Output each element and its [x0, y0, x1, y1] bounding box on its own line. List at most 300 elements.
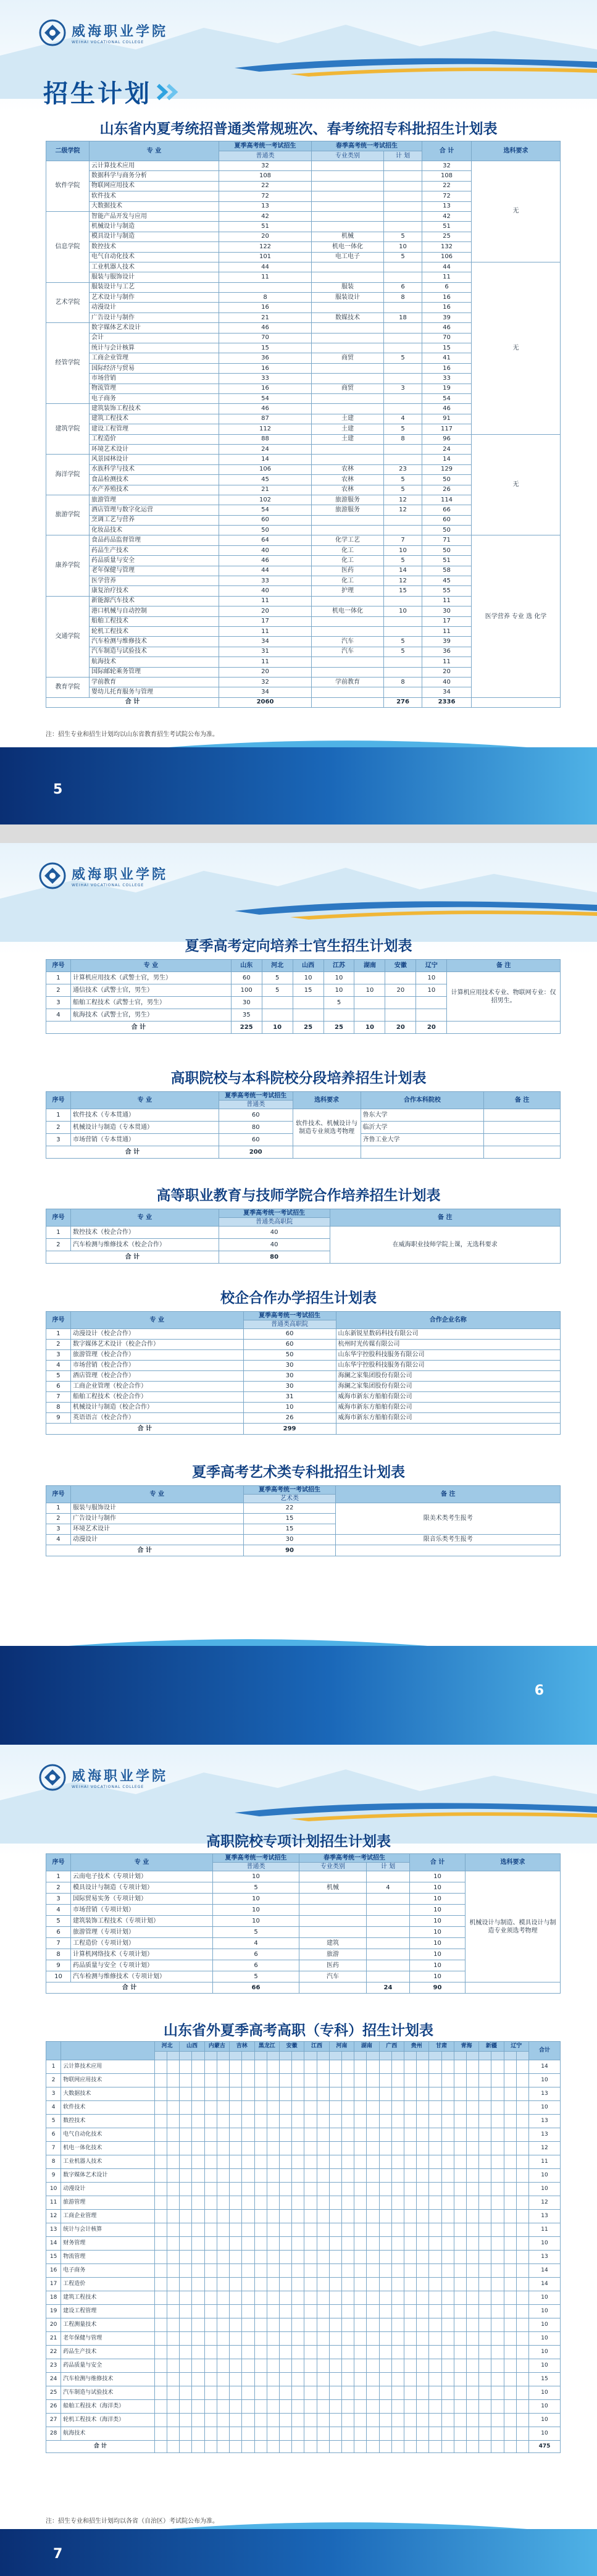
table-cell [391, 2169, 404, 2183]
table-cell: 机械 [312, 232, 384, 241]
table-cell: 15 [46, 2251, 61, 2264]
table-cell: 3 [46, 1350, 71, 1361]
col-subheader: 普通类高职院 [219, 1218, 330, 1227]
table-cell: 10 [416, 984, 447, 997]
table-cell: 5 [384, 637, 422, 647]
table-cell [217, 2060, 229, 2074]
table-cell: 机械设计与制造（专本贯通） [70, 1122, 219, 1134]
table-cell [384, 404, 422, 414]
table-cell: 10 [528, 2318, 560, 2332]
table-cell [304, 2142, 317, 2155]
table-cell [292, 2373, 304, 2386]
table-cell [254, 2052, 267, 2060]
table-cell [441, 2291, 454, 2305]
table-cell [217, 2223, 229, 2237]
table-cell [267, 2223, 279, 2237]
table-cell [384, 303, 422, 313]
table-cell [417, 2414, 429, 2427]
table-cell [417, 2427, 429, 2441]
table-cell: 10 [410, 1938, 465, 1949]
table-cell [504, 2169, 516, 2183]
table-cell [317, 2346, 329, 2359]
table-row [46, 1535, 561, 1545]
province-header: 吉林 [230, 2042, 254, 2052]
table-row [46, 2318, 561, 2332]
table-cell: 医药 [312, 566, 384, 576]
table-cell: 旅游管理（校企合作） [70, 1350, 243, 1361]
table-cell: 工商企业管理（校企合作） [70, 1382, 243, 1392]
company-cell: 威海市新东方船舶有限公司 [336, 1392, 560, 1403]
table-cell: 10 [384, 545, 422, 555]
table-cell [454, 2373, 466, 2386]
province-header: 黑龙江 [254, 2042, 279, 2052]
table-cell [167, 2087, 180, 2101]
table-cell [324, 1009, 354, 1022]
table-cell [217, 2278, 229, 2291]
table-cell: 5 [213, 1882, 299, 1894]
table-row [46, 1361, 561, 1371]
table-cell [242, 2291, 254, 2305]
table-cell [204, 2359, 217, 2373]
table-cell [242, 2087, 254, 2101]
table-cell [180, 2386, 192, 2400]
table-cell [516, 2414, 528, 2427]
table-cell: 5 [384, 232, 422, 241]
table-cell [341, 2291, 354, 2305]
table-cell [516, 2128, 528, 2142]
table-cell [391, 2346, 404, 2359]
table-cell [329, 2223, 341, 2237]
table-cell [180, 2278, 192, 2291]
table-row [46, 2101, 561, 2115]
total-row [46, 1424, 561, 1435]
province-header: 甘肃 [429, 2042, 454, 2052]
major-cell: 智能产品开发与应用 [90, 211, 219, 221]
table-cell: 60 [243, 1329, 336, 1340]
col-header: 选科要求 [293, 1092, 361, 1109]
table-cell: 机电一体化技术 [61, 2142, 155, 2155]
table-row [46, 2386, 561, 2400]
table-cell [354, 972, 385, 984]
table-cell [154, 2414, 167, 2427]
table-cell: 13 [422, 201, 472, 211]
table-cell [429, 2074, 441, 2087]
table-cell [384, 455, 422, 464]
table-cell [429, 2101, 441, 2115]
table-cell [304, 2359, 317, 2373]
table-cell [154, 2251, 167, 2264]
table-cell: 33 [422, 374, 472, 384]
table-cell [154, 2305, 167, 2318]
table-cell: 12 [384, 505, 422, 515]
table-cell [466, 2251, 478, 2264]
table-cell: 服装 [312, 282, 384, 292]
table-cell [391, 2332, 404, 2346]
table-cell [466, 2210, 478, 2223]
requirement-cell: 机械设计与制造、模具设计与制造专业须选考物理 [465, 1871, 561, 1982]
table-cell: 11 [219, 657, 312, 667]
table-cell [367, 2142, 379, 2155]
table-cell [192, 2115, 204, 2128]
table-row [46, 972, 561, 984]
table-cell [516, 2183, 528, 2196]
table-cell [230, 2305, 242, 2318]
table-cell [504, 2278, 516, 2291]
table-cell [204, 2169, 217, 2183]
department-cell: 康养学院 [46, 535, 90, 596]
table-cell [180, 2115, 192, 2128]
table-cell [217, 2128, 229, 2142]
table-cell [204, 2373, 217, 2386]
table-cell [154, 2052, 167, 2060]
table-cell [354, 2183, 367, 2196]
company-cell: 杭州时光传媒有限公司 [336, 1340, 560, 1350]
table-cell [516, 2101, 528, 2115]
table-cell: 22 [46, 2346, 61, 2359]
table-cell: 8 [384, 293, 422, 303]
table-cell: 15 [243, 1514, 336, 1524]
table-cell [279, 2237, 291, 2251]
table-cell [312, 596, 384, 606]
table-cell [466, 2115, 478, 2128]
table-cell [292, 2128, 304, 2142]
table-row [46, 2169, 561, 2183]
table-cell [385, 997, 416, 1009]
table-cell [384, 201, 422, 211]
table-cell [254, 2278, 267, 2291]
table-cell [341, 2128, 354, 2142]
table-cell [267, 2183, 279, 2196]
table-cell [504, 2223, 516, 2237]
table-cell [454, 2251, 466, 2264]
table-cell: 10 [528, 2414, 560, 2427]
table-cell [429, 2183, 441, 2196]
table-cell [417, 2101, 429, 2115]
table-cell [441, 2115, 454, 2128]
table-cell: 13 [528, 2251, 560, 2264]
table-cell: 8 [384, 434, 422, 444]
table-cell [384, 191, 422, 201]
table-cell [304, 2115, 317, 2128]
major-cell: 电子商务 [90, 393, 219, 403]
table-cell [384, 363, 422, 373]
table-cell [454, 2278, 466, 2291]
table-cell [329, 2183, 341, 2196]
table-cell [180, 2291, 192, 2305]
table-cell [167, 2386, 180, 2400]
table-cell [304, 2400, 317, 2414]
table-cell [466, 2155, 478, 2169]
table-title: 高等职业教育与技师学院合作培养招生计划表 [156, 1188, 441, 1204]
table-cell [466, 2291, 478, 2305]
table-cell [441, 2427, 454, 2441]
table-cell [454, 2052, 466, 2060]
table-cell: 17 [219, 616, 312, 626]
table-cell [167, 2052, 180, 2060]
table-cell [466, 2400, 478, 2414]
table-cell [491, 2060, 504, 2074]
table-cell [242, 2251, 254, 2264]
table-cell [354, 2386, 367, 2400]
table-cell: 5 [46, 1916, 71, 1927]
table-cell: 土建 [312, 424, 384, 434]
table-cell [479, 2169, 491, 2183]
table-cell [491, 2169, 504, 2183]
table-cell: 10 [243, 1403, 336, 1413]
table-cell: 轮机工程技术（海洋类） [61, 2414, 155, 2427]
table-cell: 90 [410, 1982, 465, 1994]
table-cell [391, 2278, 404, 2291]
nco-table [46, 959, 561, 1034]
table-cell: 11 [422, 626, 472, 636]
table-cell: 51 [422, 556, 472, 566]
table-cell [367, 2223, 379, 2237]
table-cell [317, 2400, 329, 2414]
table-cell: 5 [384, 424, 422, 434]
table-cell: 5 [384, 556, 422, 566]
table-cell [312, 687, 384, 697]
table-cell [254, 2223, 267, 2237]
table-cell [391, 2115, 404, 2128]
table-cell: 22 [243, 1503, 336, 1514]
partner-cell: 鲁东大学 [361, 1109, 484, 1122]
table-cell [466, 2142, 478, 2155]
table-cell [167, 2237, 180, 2251]
table-cell: 276 [384, 697, 422, 707]
table-cell [454, 2414, 466, 2427]
table-cell [361, 1146, 484, 1159]
major-cell: 环境艺术设计 [90, 444, 219, 454]
table-cell: 5 [384, 647, 422, 657]
table-cell [312, 323, 384, 333]
table-cell: 30 [422, 606, 472, 616]
table-cell [204, 2060, 217, 2074]
table-cell [204, 2318, 217, 2332]
table-cell: 14 [46, 2237, 61, 2251]
table-cell [516, 2332, 528, 2346]
table-cell [466, 2264, 478, 2278]
table-cell [317, 2427, 329, 2441]
table-cell: 54 [422, 393, 472, 403]
table-cell [379, 2414, 391, 2427]
table-cell [404, 2291, 416, 2305]
table-cell: 软件技术 [61, 2101, 155, 2115]
table-cell [180, 2373, 192, 2386]
table-cell [167, 2346, 180, 2359]
table-cell [254, 2264, 267, 2278]
table-cell [267, 2332, 279, 2346]
page-number: 6 [534, 1683, 544, 1698]
table-cell: 1 [46, 972, 71, 984]
table-cell: 101 [219, 252, 312, 262]
table-cell: 12 [46, 2210, 61, 2223]
table-cell: 10 [528, 2291, 560, 2305]
table-cell: 数字媒体艺术设计 [61, 2169, 155, 2183]
table-cell [391, 2087, 404, 2101]
table-cell [504, 2237, 516, 2251]
major-cell: 旅游管理 [90, 495, 219, 505]
table-header-row [46, 1312, 561, 1320]
table-cell [516, 2060, 528, 2074]
table-cell [304, 2373, 317, 2386]
table-cell [466, 2169, 478, 2183]
table-cell [417, 2074, 429, 2087]
table-cell [384, 343, 422, 353]
table-cell [292, 2183, 304, 2196]
table-cell [230, 2346, 242, 2359]
college-emblem-icon [38, 1763, 67, 1792]
major-cell: 婴幼儿托育服务与管理 [90, 687, 219, 697]
table-cell [230, 2441, 242, 2453]
table-cell: 10 [354, 1022, 385, 1034]
table-cell [366, 1949, 409, 1960]
table-cell [192, 2237, 204, 2251]
table-cell [367, 2305, 379, 2318]
table-cell [267, 2060, 279, 2074]
province-header: 安徽 [279, 2042, 304, 2052]
table-row [46, 1382, 561, 1392]
major-cell: 工商企业管理 [90, 353, 219, 363]
table-cell [312, 171, 384, 181]
table-cell: 50 [243, 1350, 336, 1361]
table-cell: 72 [219, 191, 312, 201]
table-cell: 475 [528, 2441, 560, 2453]
table-cell: 5 [324, 997, 354, 1009]
major-cell: 数字媒体艺术设计 [90, 323, 219, 333]
table-cell [317, 2183, 329, 2196]
table-cell [404, 2223, 416, 2237]
table-cell: 农林 [312, 485, 384, 495]
table-cell [267, 2210, 279, 2223]
table-cell: 42 [219, 211, 312, 221]
table-cell [354, 2414, 367, 2427]
table-cell: 计算机应用技术（武警士官，男生） [70, 972, 231, 984]
province-header: 广西 [379, 2042, 404, 2052]
table-cell [379, 2427, 391, 2441]
table-cell: 10 [410, 1871, 465, 1882]
col-header: 夏季高考统一考试招生 [243, 1312, 336, 1320]
table-cell [417, 2264, 429, 2278]
table-cell [267, 2346, 279, 2359]
table-cell [504, 2318, 516, 2332]
table-cell: 4 [46, 1361, 71, 1371]
table-cell [504, 2183, 516, 2196]
table-cell: 2 [46, 2074, 61, 2087]
table-row [46, 2373, 561, 2386]
table-cell [384, 687, 422, 697]
table-cell: 122 [219, 242, 312, 252]
table-cell [230, 2264, 242, 2278]
major-cell: 水产养殖技术 [90, 485, 219, 495]
remark-cell: 计算机应用技术专业、物联网专业：仅招男生。 [447, 972, 561, 1022]
major-cell: 港口机械与自动控制 [90, 606, 219, 616]
table-cell [167, 2169, 180, 2183]
table-cell [484, 1109, 561, 1122]
table-cell: 40 [219, 1227, 330, 1239]
table-cell [267, 2373, 279, 2386]
table-cell [242, 2359, 254, 2373]
special-plan-table [46, 1853, 561, 1994]
table-cell [329, 2210, 341, 2223]
table-cell [329, 2155, 341, 2169]
table-cell [312, 374, 384, 384]
table-cell: 商贸 [312, 384, 384, 393]
table-cell [312, 211, 384, 221]
table-cell [262, 1009, 293, 1022]
table-cell [384, 444, 422, 454]
table-cell [417, 2305, 429, 2318]
table-cell [417, 2087, 429, 2101]
table-cell: 117 [422, 424, 472, 434]
table-cell [491, 2074, 504, 2087]
table-cell [217, 2441, 229, 2453]
table-cell [204, 2346, 217, 2359]
table-cell [441, 2278, 454, 2291]
table-cell [317, 2318, 329, 2332]
table-cell [367, 2414, 379, 2427]
table-cell: 14 [384, 566, 422, 576]
table-cell [299, 1894, 367, 1905]
table-cell [367, 2115, 379, 2128]
table-cell [504, 2155, 516, 2169]
table-cell: 航海技术 [61, 2427, 155, 2441]
table-cell: 12 [528, 2142, 560, 2155]
table-cell [317, 2169, 329, 2183]
table-cell [167, 2291, 180, 2305]
table-cell [312, 697, 384, 707]
company-cell: 海澜之家集团股份有限公司 [336, 1371, 560, 1382]
table-cell [404, 2318, 416, 2332]
table-cell [391, 2414, 404, 2427]
table-cell [384, 161, 422, 171]
table-cell: 大数据技术 [61, 2087, 155, 2101]
table-row [46, 2183, 561, 2196]
table-cell: 21 [46, 2332, 61, 2346]
table-cell [479, 2251, 491, 2264]
table-cell [317, 2142, 329, 2155]
table-cell [504, 2264, 516, 2278]
table-cell [454, 2074, 466, 2087]
table-cell [329, 2251, 341, 2264]
table-cell [404, 2169, 416, 2183]
major-cell: 物流管理 [90, 384, 219, 393]
college-emblem-icon [38, 19, 67, 47]
technician-table [46, 1209, 561, 1264]
table-cell [167, 2278, 180, 2291]
table-cell: 20 [219, 667, 312, 677]
table-cell [292, 2142, 304, 2155]
table-cell [504, 2251, 516, 2264]
table-cell [341, 2101, 354, 2115]
table-cell [504, 2291, 516, 2305]
table-cell: 11 [422, 657, 472, 667]
table-cell: 合 计 [46, 2441, 155, 2453]
table-cell [479, 2332, 491, 2346]
table-cell: 10 [384, 242, 422, 252]
table-cell [466, 2305, 478, 2318]
table-title: 校企合作办学招生计划表 [220, 1290, 377, 1306]
table-cell [479, 2359, 491, 2373]
table-cell: 6 [384, 282, 422, 292]
major-cell: 药品质量与安全 [90, 556, 219, 566]
table-cell: 11 [528, 2223, 560, 2237]
table-cell: 11 [46, 2196, 61, 2210]
table-header-row [46, 141, 561, 151]
table-cell [516, 2427, 528, 2441]
table-cell: 60 [231, 972, 262, 984]
table-cell [167, 2128, 180, 2142]
table-cell [180, 2414, 192, 2427]
